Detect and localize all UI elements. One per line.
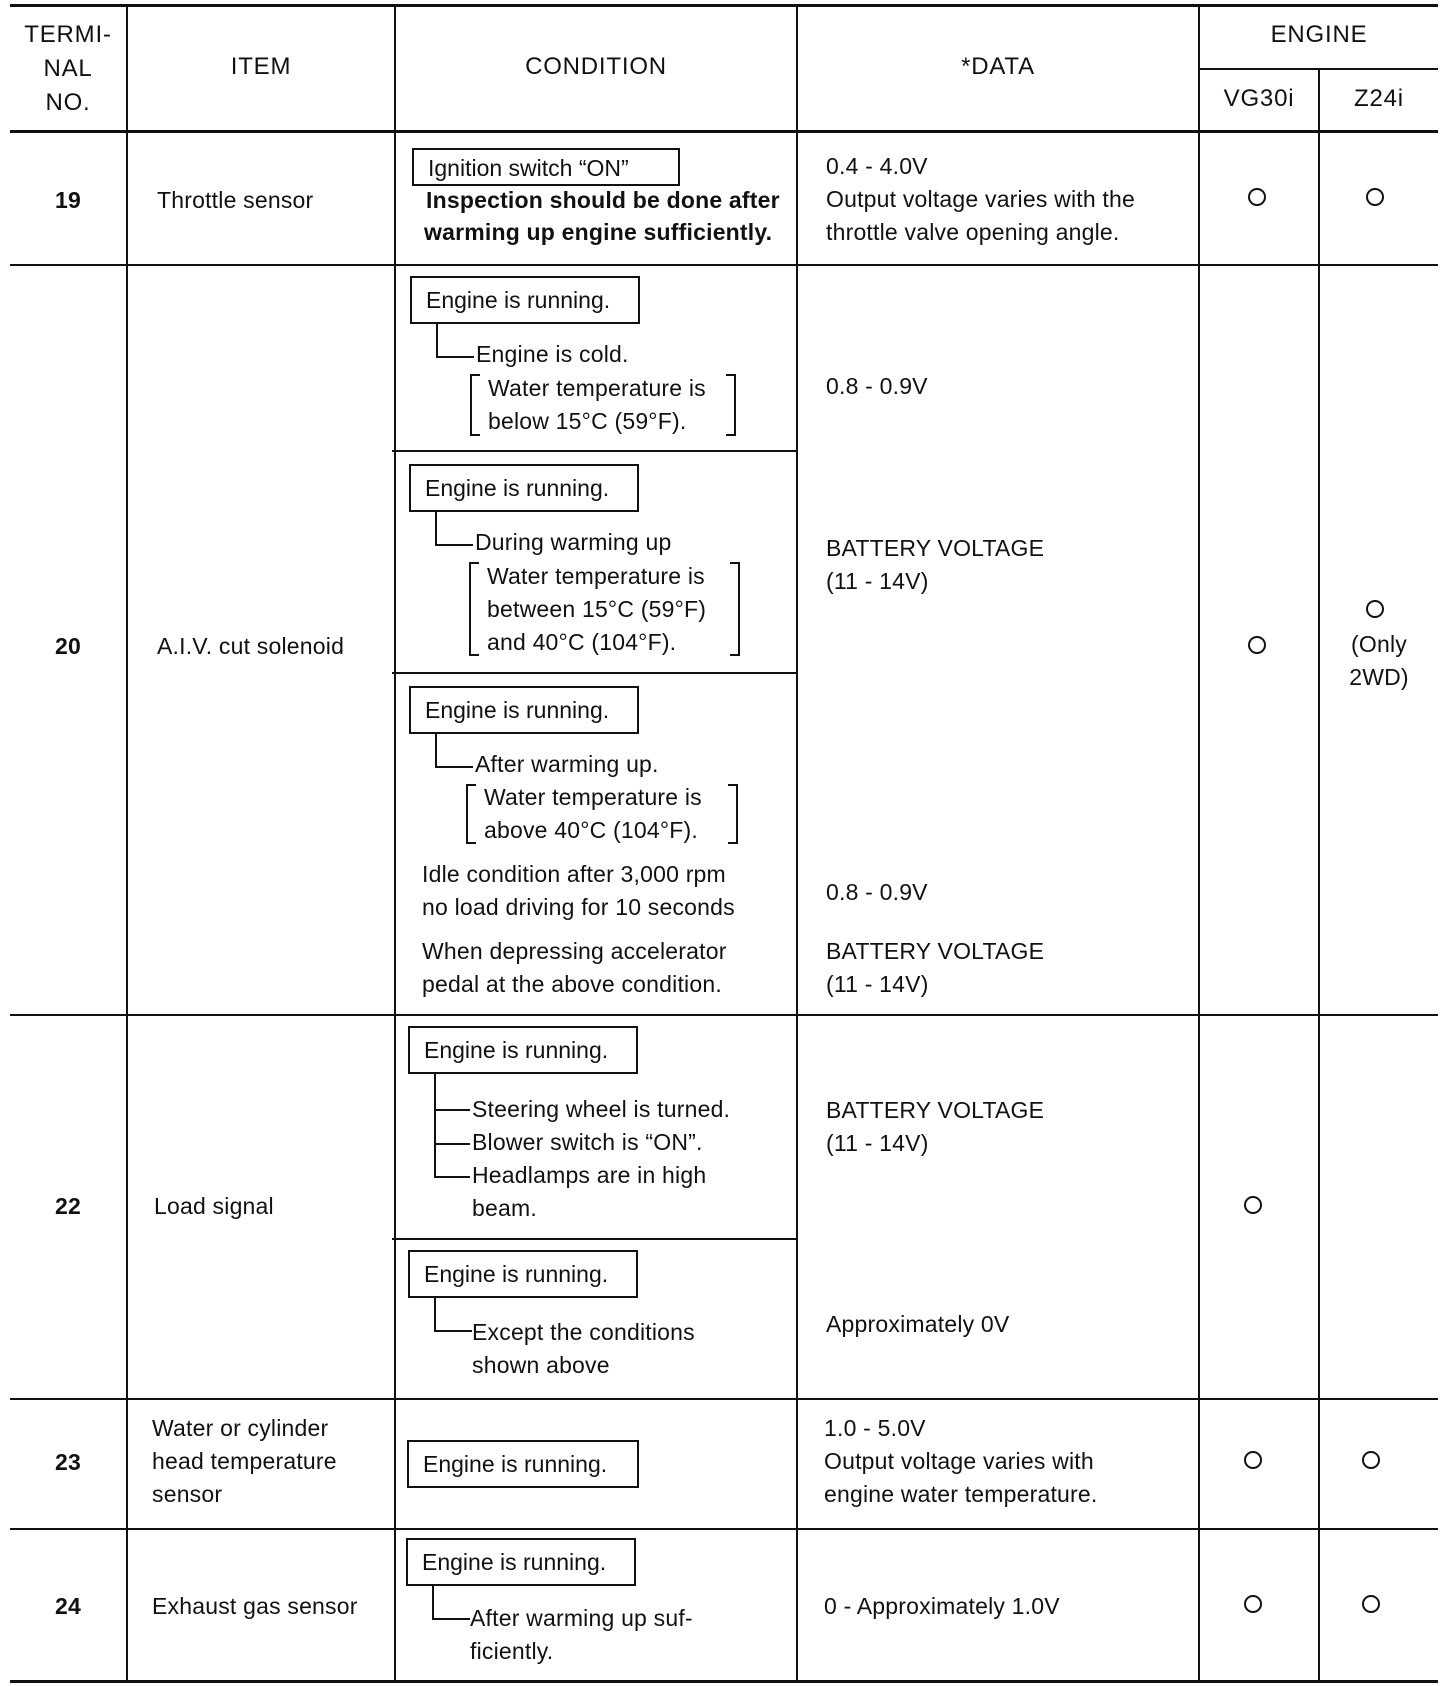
sub-divider-20b bbox=[392, 672, 798, 674]
condition-subitem: After warming up. bbox=[475, 751, 659, 777]
col-rule-data-engine bbox=[1198, 4, 1200, 1682]
col-rule-terminal-item bbox=[126, 4, 128, 1682]
terminal-number: 22 bbox=[55, 1193, 81, 1219]
data-text: engine water temperature. bbox=[824, 1481, 1098, 1507]
data-value: 0 - Approximately 1.0V bbox=[824, 1593, 1060, 1619]
item-name: Exhaust gas sensor bbox=[152, 1593, 358, 1619]
condition-box: Engine is running. bbox=[407, 1440, 639, 1488]
circle-mark-icon bbox=[1362, 1595, 1380, 1613]
item-name: Throttle sensor bbox=[157, 187, 314, 213]
condition-note: warming up engine sufficiently. bbox=[424, 219, 773, 245]
bracket-text: Water temperature is bbox=[484, 784, 702, 810]
bracket-right bbox=[728, 784, 738, 844]
sub-divider-20a bbox=[392, 450, 798, 452]
data-value: BATTERY VOLTAGE bbox=[826, 1097, 1045, 1123]
header-item: ITEM bbox=[230, 53, 292, 80]
header-engine-z24i: Z24i bbox=[1354, 85, 1404, 112]
data-value: (11 - 14V) bbox=[826, 971, 929, 997]
item-name: A.I.V. cut solenoid bbox=[157, 633, 345, 659]
connector-tick bbox=[434, 1176, 470, 1178]
bracket-left bbox=[466, 784, 476, 844]
connector-tick bbox=[434, 1143, 470, 1145]
condition-subitem: beam. bbox=[472, 1195, 537, 1221]
condition-box: Engine is running. bbox=[406, 1538, 636, 1586]
row-divider-22-23 bbox=[10, 1398, 1438, 1400]
terminal-number: 20 bbox=[55, 633, 81, 659]
bracket-text: below 15°C (59°F). bbox=[488, 408, 687, 434]
header-terminal-line2: NAL bbox=[43, 55, 93, 82]
bracket-right bbox=[726, 374, 736, 436]
connector-line bbox=[436, 324, 474, 358]
condition-text: pedal at the above condition. bbox=[422, 971, 722, 997]
col-rule-condition-data bbox=[796, 4, 798, 1682]
bracket-text: and 40°C (104°F). bbox=[487, 629, 677, 655]
circle-mark-icon bbox=[1366, 188, 1384, 206]
data-value: 1.0 - 5.0V bbox=[824, 1415, 926, 1441]
condition-subitem: After warming up suf- bbox=[470, 1605, 693, 1631]
condition-subitem: ficiently. bbox=[470, 1638, 554, 1664]
header-condition: CONDITION bbox=[525, 53, 667, 80]
condition-box: Engine is running. bbox=[409, 686, 639, 734]
bracket-left bbox=[469, 562, 479, 656]
condition-box: Engine is running. bbox=[408, 1026, 638, 1074]
data-value: 0.8 - 0.9V bbox=[826, 879, 928, 905]
bracket-text: Water temperature is bbox=[488, 375, 706, 401]
condition-subitem: Steering wheel is turned. bbox=[472, 1096, 731, 1122]
data-value: BATTERY VOLTAGE bbox=[826, 938, 1045, 964]
condition-subitem: During warming up bbox=[475, 529, 672, 555]
condition-box: Ignition switch “ON” bbox=[412, 148, 680, 186]
condition-text: When depressing accelerator bbox=[422, 938, 727, 964]
item-name: Load signal bbox=[154, 1193, 274, 1219]
row-divider-20-22 bbox=[10, 1014, 1438, 1016]
engine-note: 2WD) bbox=[1349, 664, 1409, 690]
connector-line bbox=[434, 1074, 436, 1178]
data-text: throttle valve opening angle. bbox=[826, 219, 1120, 245]
condition-text: Idle condition after 3,000 rpm bbox=[422, 861, 726, 887]
data-text: Output voltage varies with the bbox=[826, 186, 1135, 212]
condition-subitem: shown above bbox=[472, 1352, 610, 1378]
circle-mark-icon bbox=[1366, 600, 1384, 618]
data-value: (11 - 14V) bbox=[826, 568, 929, 594]
bracket-right bbox=[730, 562, 740, 656]
data-value: BATTERY VOLTAGE bbox=[826, 535, 1045, 561]
condition-subitem: Blower switch is “ON”. bbox=[472, 1129, 703, 1155]
circle-mark-icon bbox=[1244, 1196, 1262, 1214]
header-engine-vg30i: VG30i bbox=[1223, 85, 1295, 112]
header-terminal-line1: TERMI- bbox=[24, 21, 112, 48]
circle-mark-icon bbox=[1248, 188, 1266, 206]
terminal-number: 23 bbox=[55, 1449, 81, 1475]
header-bottom-rule bbox=[10, 130, 1438, 133]
bracket-text: between 15°C (59°F) bbox=[487, 596, 707, 622]
circle-mark-icon bbox=[1244, 1451, 1262, 1469]
data-text: Output voltage varies with bbox=[824, 1448, 1094, 1474]
bracket-left bbox=[470, 374, 480, 436]
condition-subitem: Except the conditions bbox=[472, 1319, 695, 1345]
bracket-text: Water temperature is bbox=[487, 563, 705, 589]
header-terminal-line3: NO. bbox=[45, 89, 91, 116]
data-value: 0.4 - 4.0V bbox=[826, 153, 928, 179]
engine-note: (Only bbox=[1351, 631, 1407, 657]
connector-line bbox=[435, 512, 473, 546]
header-engine: ENGINE bbox=[1270, 21, 1368, 48]
condition-note: Inspection should be done after bbox=[426, 187, 780, 213]
circle-mark-icon bbox=[1362, 1451, 1380, 1469]
sub-divider-22 bbox=[392, 1238, 798, 1240]
condition-subitem: Headlamps are in high bbox=[472, 1162, 707, 1188]
col-rule-vg30i-z24i bbox=[1318, 68, 1320, 1682]
item-name: sensor bbox=[152, 1481, 223, 1507]
bracket-text: above 40°C (104°F). bbox=[484, 817, 698, 843]
col-rule-item-condition bbox=[394, 4, 396, 1682]
table-bottom-rule bbox=[10, 1680, 1438, 1683]
item-name: Water or cylinder bbox=[152, 1415, 329, 1441]
connector-line bbox=[435, 734, 473, 768]
circle-mark-icon bbox=[1248, 636, 1266, 654]
data-value: Approximately 0V bbox=[826, 1311, 1010, 1337]
connector-line bbox=[434, 1298, 472, 1332]
terminal-number: 19 bbox=[55, 187, 81, 213]
header-data: *DATA bbox=[961, 53, 1035, 80]
data-value: (11 - 14V) bbox=[826, 1130, 929, 1156]
terminal-number: 24 bbox=[55, 1593, 81, 1619]
condition-subitem: Engine is cold. bbox=[476, 341, 629, 367]
condition-box: Engine is running. bbox=[410, 276, 640, 324]
connector-tick bbox=[434, 1109, 470, 1111]
circle-mark-icon bbox=[1244, 1595, 1262, 1613]
row-divider-19-20 bbox=[10, 264, 1438, 266]
item-name: head temperature bbox=[152, 1448, 337, 1474]
condition-box: Engine is running. bbox=[408, 1250, 638, 1298]
table-top-rule bbox=[10, 4, 1438, 7]
connector-line bbox=[432, 1586, 470, 1620]
condition-box: Engine is running. bbox=[409, 464, 639, 512]
condition-text: no load driving for 10 seconds bbox=[422, 894, 735, 920]
data-value: 0.8 - 0.9V bbox=[826, 373, 928, 399]
row-divider-23-24 bbox=[10, 1528, 1438, 1530]
